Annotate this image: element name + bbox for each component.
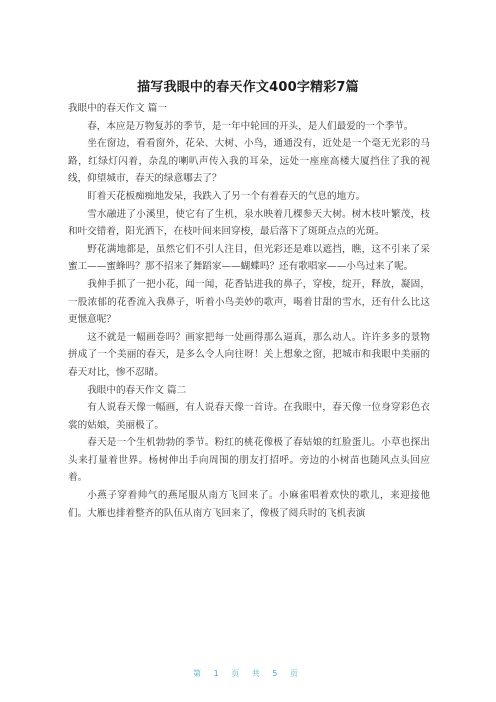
paragraph: 雪水融进了小溪里，使它有了生机，泉水映着几棵参天大树。树木枝叶繁茂，枝和叶交错着，阳光洒下，在枝叶间来回穿梭，最后落下了斑斑点点的光斑。 — [68, 208, 430, 238]
paragraph: 我伸手抓了一把小花，闻一闻，花香钻进我的鼻子，穿梭，绽开，释放，凝固，一股浓郁的花香流入我鼻子，听着小鸟美妙的歌声，喝着甘甜的雪水，还有什么比这更惬意呢？ — [68, 278, 430, 326]
section-heading: 我眼中的春天作文 篇二 — [87, 384, 187, 396]
document-title: 描写我眼中的春天作文400字精彩7篇 — [137, 80, 359, 95]
paragraph: 有人说春天像一幅画，有人说春天像一首诗。在我眼中，春天像一位身穿彩色衣裳的姑娘，美丽极了。 — [68, 402, 430, 431]
paragraph: 小燕子穿着帅气的燕尾服从南方飞回来了。小麻雀唱着欢快的歌儿，来迎接他们。大雁也排着整齐的队伍从南方飞回来了，像极了阅兵时的飞机表演 — [68, 490, 430, 519]
paragraph: 春天是一个生机勃勃的季节。粉红的桃花像极了春姑娘的红脸蛋儿。小草也探出头来打量着世界。杨树伸出手向周围的朋友打招呼。旁边的小树苗也随风点头回应着。 — [68, 437, 430, 484]
paragraph: 盯着天花板痴痴地发呆，我跌入了另一个有着春天的气息的地方。 — [87, 190, 366, 202]
paragraph: 野花满地都是，虽然它们不引人注目，但光彩还是难以遮挡，瞧，这不引来了采蜜工——蜜蜂吗？那不招来了舞蹈家——蝴蝶吗？还有歌唱家——小鸟过来了呢。 — [68, 243, 430, 273]
document-body — [68, 100, 430, 522]
section-heading: 我眼中的春天作文 篇一 — [68, 103, 167, 114]
page-footer: 第 1 页 共 5 页 — [193, 669, 303, 678]
paragraph: 这不就是一幅画卷吗？画家把每一处画得那么逼真，那么动人。许许多多的景物拼成了一个美丽的春天，是多么令人向往呀！关上想象之窗，把城市和我眼中美丽的春天对比，惨不忍睹。 — [68, 331, 430, 378]
paragraph: 坐在窗边，看看窗外，花朵、大树、小鸟，通通没有，近处是一个毫无光彩的马路，红绿灯闪着，杂乱的喇叭声传入我的耳朵，远处一座座高楼大厦挡住了我的视线，仰望城市，春天的绿意哪去了？ — [68, 138, 430, 185]
paragraph: 春，本应是万物复苏的季节，是一年中轮回的开头，是人们最爱的一个季节。 — [87, 120, 414, 132]
